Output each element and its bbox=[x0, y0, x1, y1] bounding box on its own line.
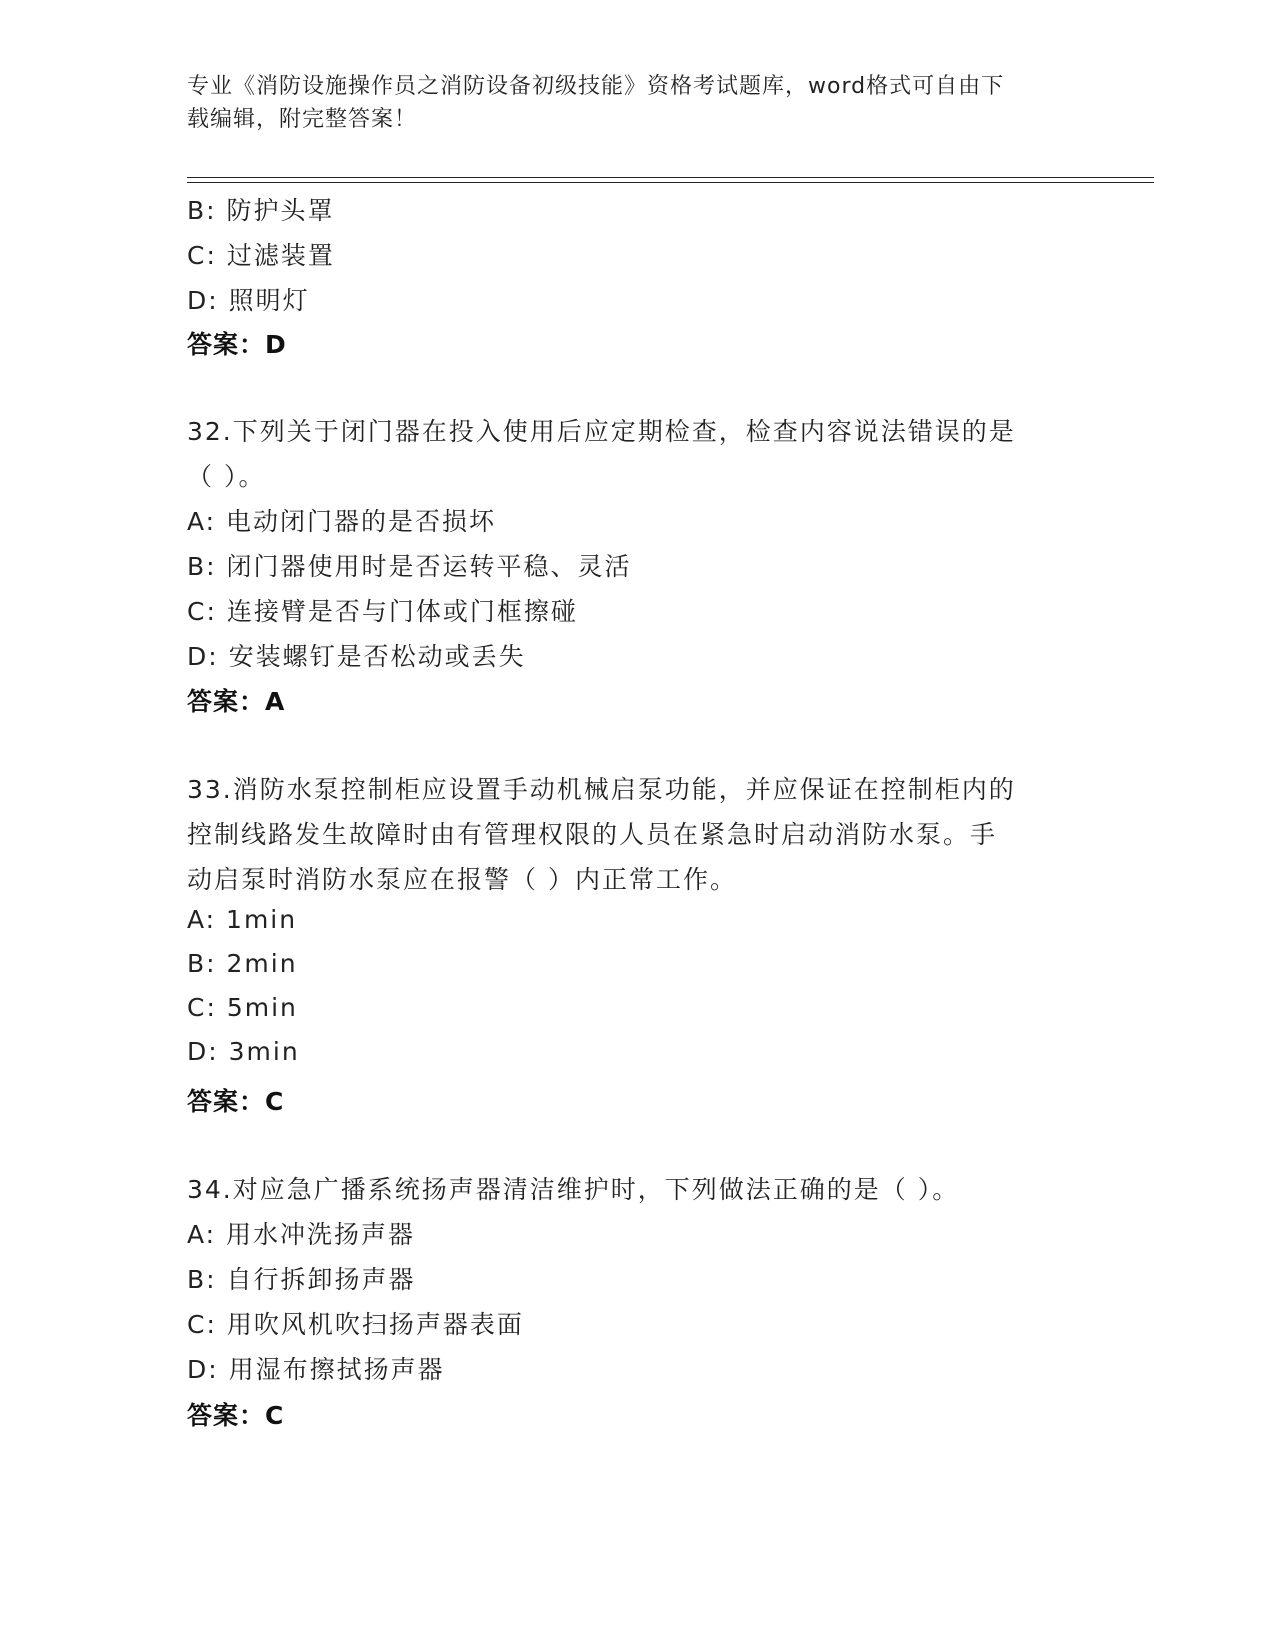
header-divider-top bbox=[187, 177, 1154, 178]
q32-option-d: D: 安装螺钉是否松动或丢失 bbox=[187, 642, 526, 671]
q33-option-c: C: 5min bbox=[187, 993, 298, 1022]
q32-option-a: A: 电动闭门器的是否损坏 bbox=[187, 507, 497, 536]
q32-option-c: C: 连接臂是否与门体或门框擦碰 bbox=[187, 597, 578, 626]
q33-stem-line-2: 控制线路发生故障时由有管理权限的人员在紧急时启动消防水泵。手 bbox=[187, 820, 998, 849]
q32-stem-line-1: 32.下列关于闭门器在投入使用后应定期检查，检查内容说法错误的是 bbox=[187, 417, 1016, 446]
q31-option-c: C: 过滤装置 bbox=[187, 241, 335, 270]
header-line-2: 载编辑，附完整答案！ bbox=[187, 107, 418, 132]
document-header bbox=[187, 70, 1067, 136]
q34-option-a: A: 用水冲洗扬声器 bbox=[187, 1220, 416, 1249]
q33-stem-line-3: 动启泵时消防水泵应在报警（ ）内正常工作。 bbox=[187, 865, 737, 894]
header-line-1: 专业《消防设施操作员之消防设备初级技能》资格考试题库，word格式可自由下 bbox=[187, 74, 1005, 99]
q33-stem-line-1: 33.消防水泵控制柜应设置手动机械启泵功能，并应保证在控制柜内的 bbox=[187, 775, 1016, 804]
header-divider-bottom bbox=[187, 182, 1154, 183]
q32-option-b: B: 闭门器使用时是否运转平稳、灵活 bbox=[187, 552, 632, 581]
q31-answer: 答案：D bbox=[187, 330, 287, 359]
q34-stem: 34.对应急广播系统扬声器清洁维护时，下列做法正确的是（ ）。 bbox=[187, 1175, 960, 1204]
q33-option-a: A: 1min bbox=[187, 905, 298, 934]
q32-answer: 答案：A bbox=[187, 687, 286, 716]
q31-option-b: B: 防护头罩 bbox=[187, 196, 335, 225]
q34-option-d: D: 用湿布擦拭扬声器 bbox=[187, 1355, 445, 1384]
q33-option-d: D: 3min bbox=[187, 1037, 300, 1066]
q33-option-b: B: 2min bbox=[187, 949, 298, 978]
q34-option-b: B: 自行拆卸扬声器 bbox=[187, 1265, 416, 1294]
q32-stem-line-2: （ ）。 bbox=[187, 462, 266, 491]
q34-answer: 答案：C bbox=[187, 1401, 285, 1430]
q31-option-d: D: 照明灯 bbox=[187, 286, 310, 315]
q33-answer: 答案：C bbox=[187, 1087, 285, 1116]
q34-option-c: C: 用吹风机吹扫扬声器表面 bbox=[187, 1310, 524, 1339]
